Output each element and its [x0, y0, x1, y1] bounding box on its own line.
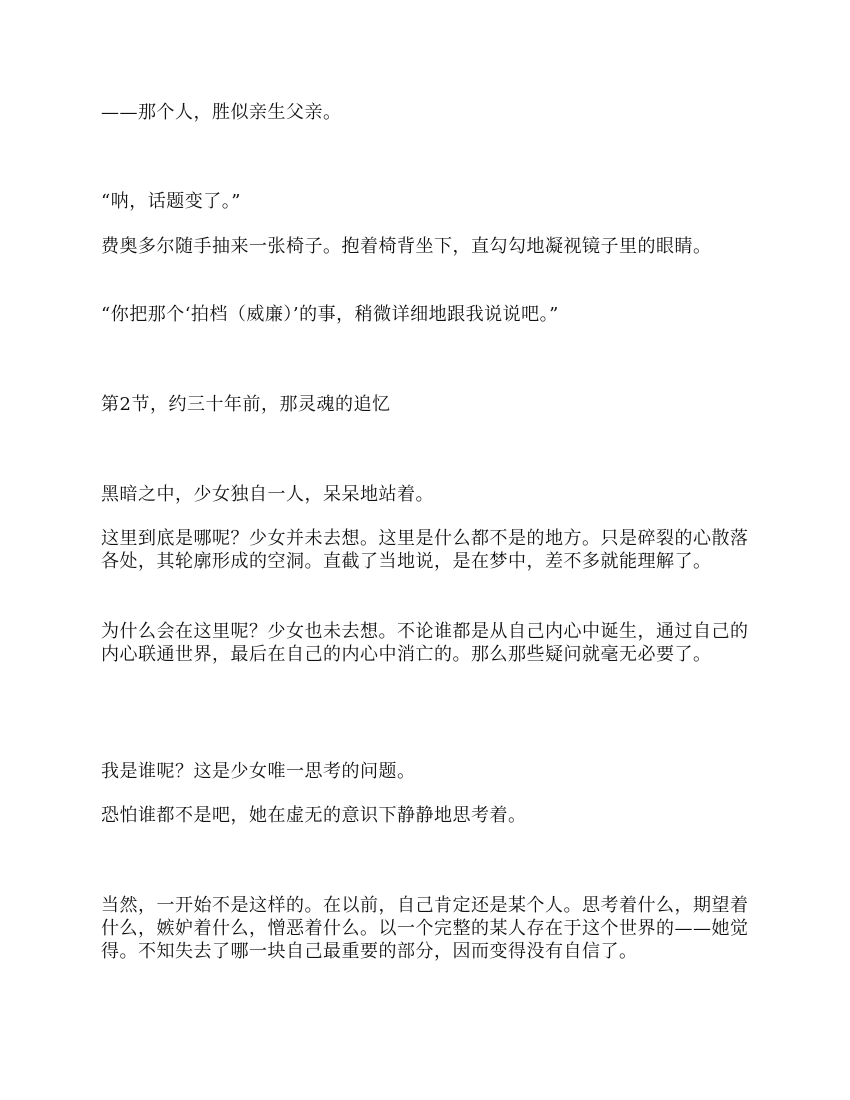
- paragraph-darkness: 黑暗之中，少女独自一人，呆呆地站着。: [101, 484, 434, 505]
- paragraph-partner-question: “你把那个‘拍档（威廉）’的事，稍微详细地跟我说说吧。”: [101, 304, 559, 325]
- paragraph-topic-changed: “呐，话题变了。”: [101, 191, 241, 212]
- paragraph-where-is-this: 这里到底是哪呢？少女并未去想。这里是什么都不是的地方。只是碎裂的心散落各处，其轮廓形成的空洞。直截了当地说，是在梦中，差不多就能理解了。: [101, 528, 749, 572]
- paragraph-nobody: 恐怕谁都不是吧，她在虚无的意识下静静地思考着。: [101, 805, 527, 826]
- paragraph-fyodor-chair: 费奥多尔随手抽来一张椅子。抱着椅背坐下，直勾勾地凝视镜子里的眼睛。: [101, 236, 712, 257]
- paragraph-why-here: 为什么会在这里呢？少女也未去想。不论谁都是从自己内心中诞生，通过自己的内心联通世界，最后在自己的内心中消亡的。那么那些疑问就毫无必要了。: [101, 621, 749, 665]
- section-heading: 第2节，约三十年前，那灵魂的追忆: [101, 394, 391, 415]
- paragraph-that-person: ——那个人，胜似亲生父亲。: [101, 102, 342, 123]
- paragraph-at-first: 当然，一开始不是这样的。在以前，自己肯定还是某个人。思考着什么，期望着什么，嫉妒着什么，憎恶着什么。以一个完整的某人存在于这个世界的——她觉得。不知失去了哪一块自己最重要的部分，因而变得没有自信了。: [101, 895, 749, 962]
- paragraph-who-am-i: 我是谁呢？这是少女唯一思考的问题。: [101, 761, 416, 782]
